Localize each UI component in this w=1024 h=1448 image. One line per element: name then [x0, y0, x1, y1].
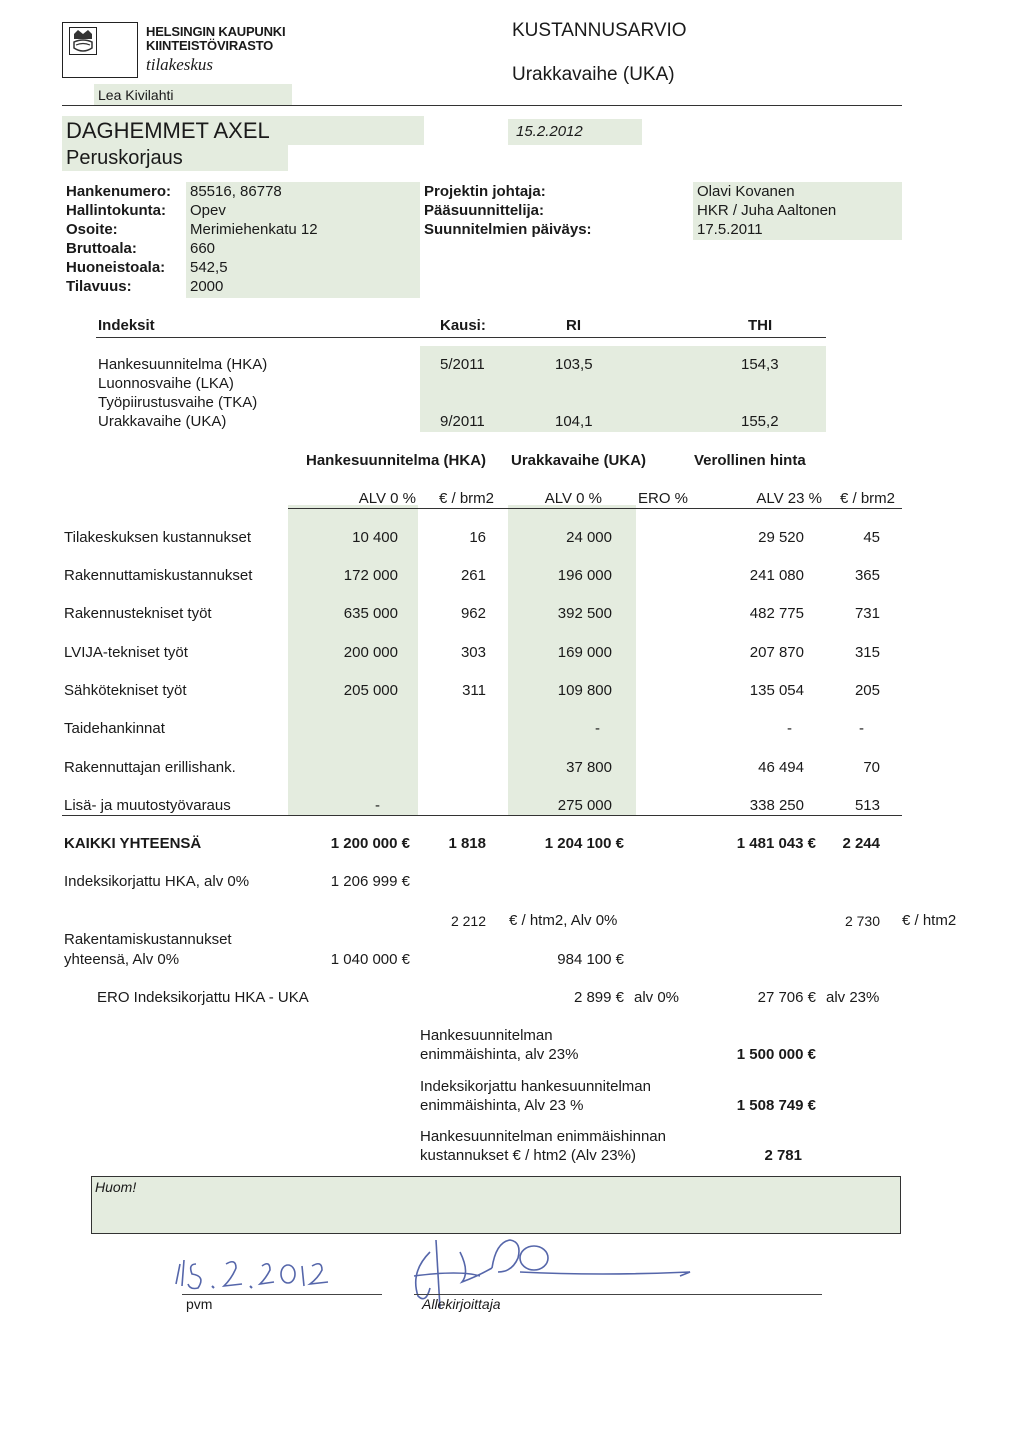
max-price-label: enimmäishinta, alv 23%: [420, 1046, 579, 1063]
cell-vat: 207 870: [749, 644, 804, 661]
helsinki-crest-icon: [69, 27, 97, 55]
notes-label: Huom!: [95, 1179, 137, 1195]
cell-uka: 37 800: [566, 759, 612, 776]
index-thi: 155,2: [741, 413, 779, 430]
org-line3: tilakeskus: [146, 55, 214, 74]
logo-frame: [62, 22, 138, 78]
ero-vat-unit: alv 23%: [826, 989, 880, 1006]
row-label: Taidehankinnat: [64, 720, 165, 737]
htm-uka-value: 2 212: [450, 913, 486, 929]
pvm-label: pvm: [186, 1296, 213, 1312]
row-label: Rakennuttamiskustannukset: [64, 567, 253, 584]
info-label: Tilavuus:: [66, 278, 132, 295]
col-header: € / brm2: [839, 490, 895, 507]
htm-uka-unit: € / htm2, Alv 0%: [509, 912, 618, 929]
max-price-label: Indeksikorjattu hankesuunnitelman: [420, 1078, 651, 1095]
doc-title: KUSTANNUSARVIO: [512, 20, 687, 41]
row-label: Lisä- ja muutostyövaraus: [64, 797, 231, 814]
info-label: Projektin johtaja:: [424, 183, 546, 200]
cell-hka-brm: 16: [469, 529, 486, 546]
project-type: Peruskorjaus: [62, 145, 288, 171]
cell-vat: 46 494: [758, 759, 804, 776]
org-line2: KIINTEISTÖVIRASTO: [146, 38, 274, 53]
rak-hka-value: 1 040 000 €: [330, 951, 410, 968]
table-bottom-rule: [62, 815, 902, 816]
cell-vat-brm: 70: [863, 759, 880, 776]
project-name: DAGHEMMET AXEL: [62, 116, 424, 145]
total-vat-brm: 2 244: [842, 835, 880, 852]
info-value: Olavi Kovanen: [697, 183, 795, 200]
col-header-rule: [288, 508, 902, 509]
cell-uka: 109 800: [557, 682, 612, 699]
max-price-value: 1 500 000 €: [736, 1046, 816, 1063]
col-header: € / brm2: [438, 490, 494, 507]
col-header: ALV 0 %: [358, 490, 416, 507]
total-vat: 1 481 043 €: [736, 835, 816, 852]
cell-vat-brm: -: [859, 720, 864, 737]
cell-uka: 196 000: [557, 567, 612, 584]
ero-label: ERO Indeksikorjattu HKA - UKA: [97, 989, 309, 1006]
index-ri: 103,5: [555, 356, 593, 373]
max-price-value: 1 508 749 €: [736, 1097, 816, 1114]
info-label: Osoite:: [66, 221, 118, 238]
max-price-value: 2 781: [764, 1147, 802, 1164]
indices-kausi-header: Kausi:: [440, 317, 486, 334]
cell-vat: 482 775: [749, 605, 804, 622]
total-label: KAIKKI YHTEENSÄ: [64, 835, 202, 852]
indices-title: Indeksit: [98, 317, 155, 334]
cell-hka: 205 000: [343, 682, 398, 699]
info-value: 2000: [190, 278, 224, 295]
cell-uka: 275 000: [557, 797, 612, 814]
date-line: [182, 1294, 382, 1295]
index-label: Luonnosvaihe (LKA): [98, 375, 234, 392]
indices-rule: [96, 337, 826, 338]
notes-box[interactable]: [91, 1176, 901, 1234]
doc-phase: Urakkavaihe (UKA): [512, 64, 675, 85]
cell-vat: 241 080: [749, 567, 804, 584]
group-header-uka: Urakkavaihe (UKA): [511, 452, 647, 469]
info-label: Hallintokunta:: [66, 202, 166, 219]
info-label: Suunnitelmien päiväys:: [424, 221, 592, 238]
author-name: Lea Kivilahti: [94, 84, 292, 106]
info-label: Huoneistoala:: [66, 259, 166, 276]
cell-vat-brm: 205: [854, 682, 880, 699]
index-label: Hankesuunnitelma (HKA): [98, 356, 268, 373]
cell-hka: 10 400: [352, 529, 398, 546]
info-value: 542,5: [190, 259, 228, 276]
cell-vat-brm: 731: [854, 605, 880, 622]
cell-uka: 392 500: [557, 605, 612, 622]
htm-vat-unit: € / htm2: [902, 912, 957, 929]
row-label: Sähkötekniset työt: [64, 682, 187, 699]
doc-date: 15.2.2012: [508, 119, 642, 145]
header-rule: [62, 105, 902, 106]
cell-vat-brm: 45: [863, 529, 880, 546]
info-value: 85516, 86778: [190, 183, 282, 200]
cell-hka-brm: 303: [460, 644, 486, 661]
info-value: 660: [190, 240, 216, 257]
info-value: Opev: [190, 202, 226, 219]
htm-vat-value: 2 730: [844, 913, 880, 929]
cell-hka: -: [375, 797, 380, 814]
cell-uka: -: [595, 720, 600, 737]
group-header-hka: Hankesuunnitelma (HKA): [306, 452, 487, 469]
cell-vat-brm: 513: [854, 797, 880, 814]
cell-hka: 635 000: [343, 605, 398, 622]
info-label: Pääsuunnittelija:: [424, 202, 545, 219]
cell-vat: 338 250: [749, 797, 804, 814]
row-label: Rakennustekniset työt: [64, 605, 212, 622]
cell-vat: 29 520: [758, 529, 804, 546]
col-header: ALV 23 %: [756, 490, 822, 507]
indexed-hka-label: Indeksikorjattu HKA, alv 0%: [64, 873, 250, 890]
row-label: Rakennuttajan erillishank.: [64, 759, 236, 776]
index-kausi: 9/2011: [440, 413, 485, 430]
indexed-hka-value: 1 206 999 €: [330, 873, 410, 890]
cell-vat-brm: 315: [854, 644, 880, 661]
cell-hka-brm: 261: [460, 567, 486, 584]
ero-vat-value: 27 706 €: [757, 989, 816, 1006]
ero-value: 2 899 €: [573, 989, 624, 1006]
col-header: ALV 0 %: [544, 490, 602, 507]
max-price-label: enimmäishinta, Alv 23 %: [420, 1097, 584, 1114]
signer-label: Allekirjoittaja: [422, 1296, 501, 1312]
cell-hka-brm: 311: [462, 682, 486, 699]
cell-hka-brm: 962: [460, 605, 486, 622]
total-uka: 1 204 100 €: [544, 835, 624, 852]
cell-uka: 169 000: [557, 644, 612, 661]
cell-vat: 135 054: [749, 682, 804, 699]
cell-hka: 200 000: [343, 644, 398, 661]
info-value: HKR / Juha Aaltonen: [697, 202, 837, 219]
total-hka: 1 200 000 €: [330, 835, 410, 852]
max-price-label: Hankesuunnitelman: [420, 1027, 553, 1044]
info-value: Merimiehenkatu 12: [190, 221, 318, 238]
col-header: ERO %: [637, 490, 688, 507]
rak-label-1: Rakentamiskustannukset: [64, 931, 232, 948]
cell-vat: -: [787, 720, 792, 737]
group-header-vat: Verollinen hinta: [694, 452, 806, 469]
cell-hka: 172 000: [343, 567, 398, 584]
row-label: LVIJA-tekniset työt: [64, 644, 188, 661]
index-label: Työpiirustusvaihe (TKA): [98, 394, 258, 411]
row-label: Tilakeskuksen kustannukset: [64, 529, 252, 546]
index-label: Urakkavaihe (UKA): [98, 413, 227, 430]
indices-ri-header: RI: [566, 317, 581, 334]
org-line1: HELSINGIN KAUPUNKI: [146, 24, 286, 39]
info-label: Hankenumero:: [66, 183, 172, 200]
index-ri: 104,1: [555, 413, 593, 430]
cell-vat-brm: 365: [854, 567, 880, 584]
rak-uka-value: 984 100 €: [557, 951, 624, 968]
cell-uka: 24 000: [566, 529, 612, 546]
index-kausi: 5/2011: [440, 356, 485, 373]
total-hka-brm: 1 818: [448, 835, 486, 852]
info-value: 17.5.2011: [697, 221, 763, 238]
info-label: Bruttoala:: [66, 240, 137, 257]
indices-thi-header: THI: [748, 317, 773, 334]
index-thi: 154,3: [741, 356, 779, 373]
max-price-label: Hankesuunnitelman enimmäishinnan: [420, 1128, 666, 1145]
ero-unit: alv 0%: [634, 989, 680, 1006]
signature-line: [414, 1294, 822, 1295]
rak-label-2: yhteensä, Alv 0%: [64, 951, 180, 968]
max-price-label: kustannukset € / htm2 (Alv 23%): [420, 1147, 636, 1164]
